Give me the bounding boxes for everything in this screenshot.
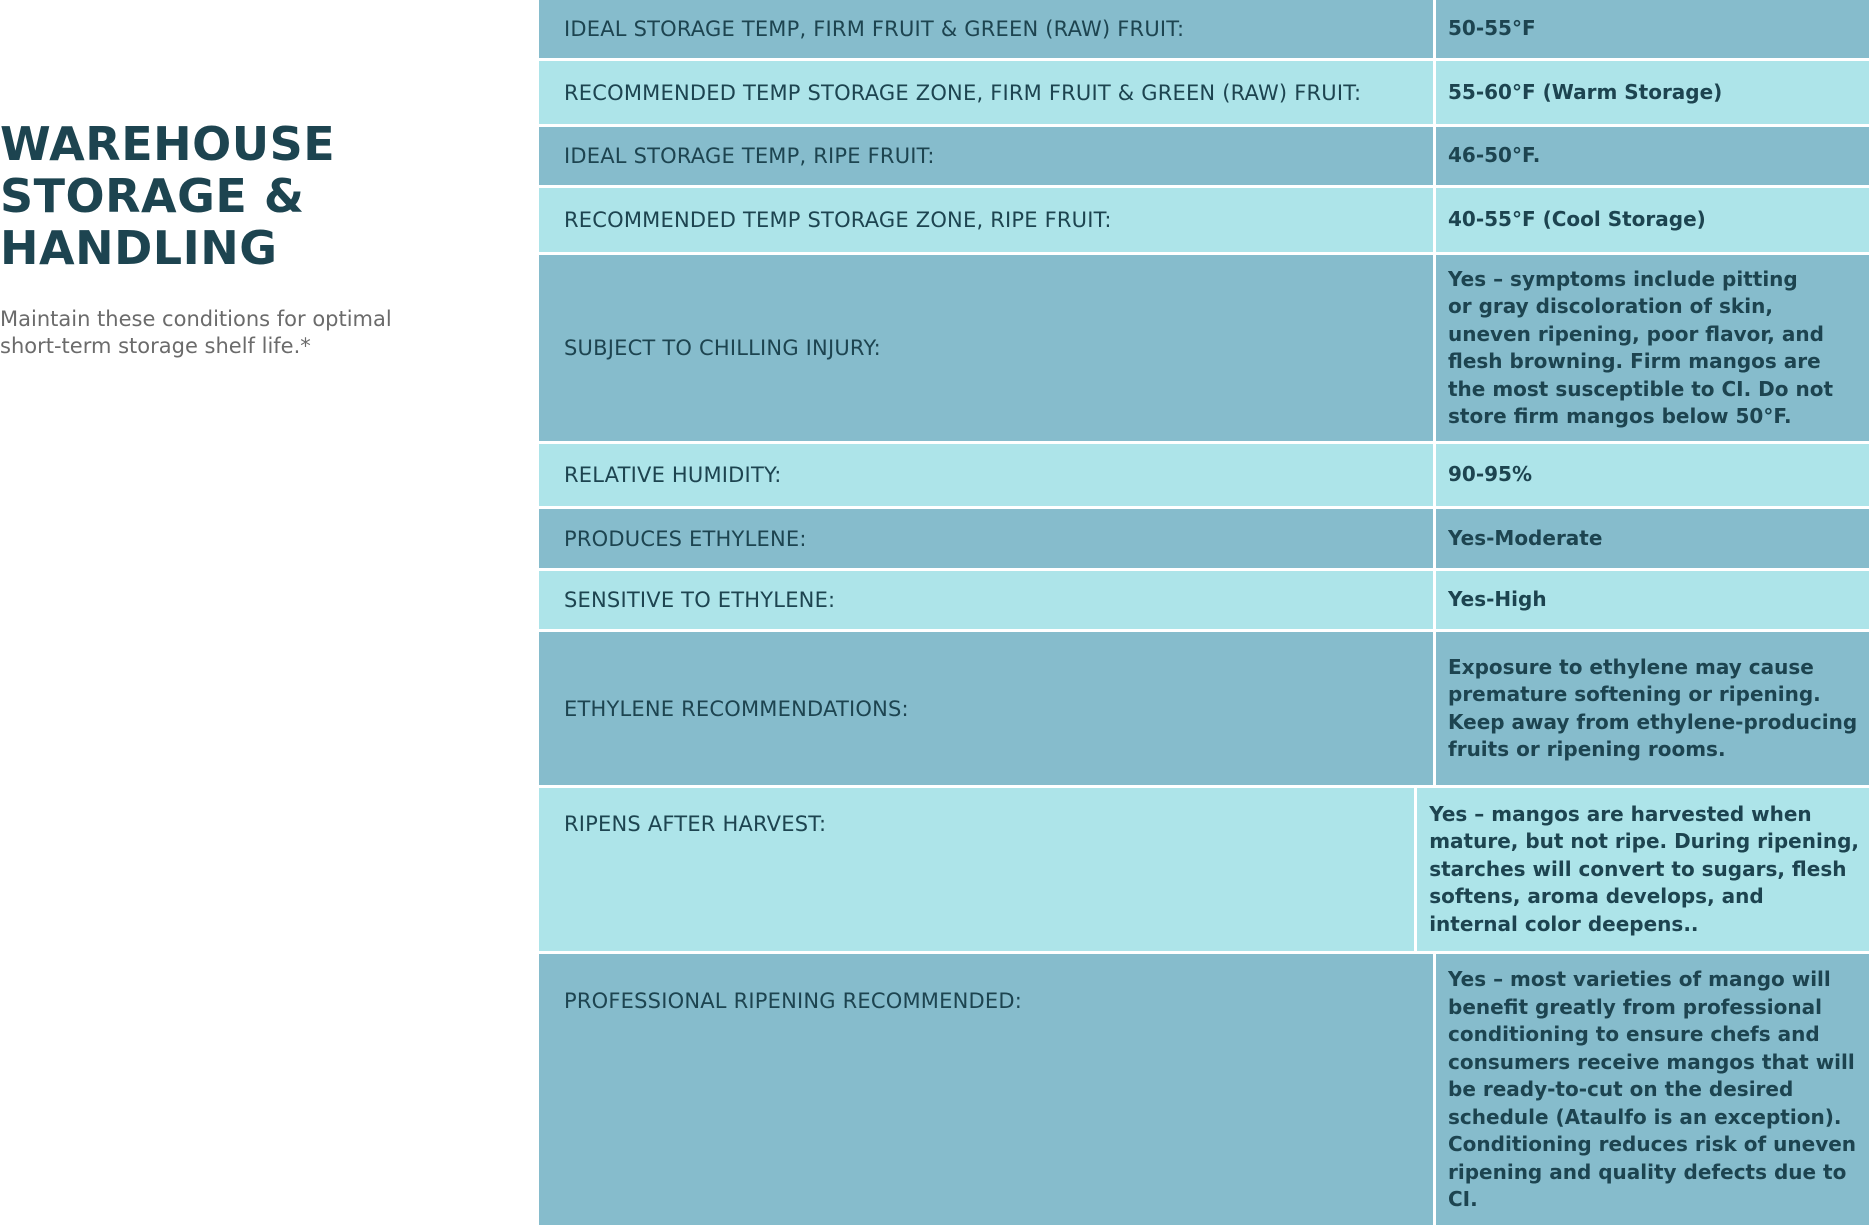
storage-table bbox=[539, 0, 1869, 1225]
row-label: SENSITIVE TO ETHYLENE: bbox=[539, 571, 1436, 629]
row-label: PRODUCES ETHYLENE: bbox=[539, 509, 1436, 568]
row-value-line: schedule (Ataulfo is an exception). bbox=[1448, 1104, 1842, 1129]
row-value-line: internal color deepens.. bbox=[1429, 911, 1699, 936]
row-value-line: 55-60°F (Warm Storage) bbox=[1448, 79, 1723, 104]
row-value bbox=[1436, 444, 1869, 506]
row-value-line: or gray discoloration of skin, bbox=[1448, 294, 1773, 318]
table-row bbox=[539, 788, 1869, 954]
row-value bbox=[1436, 954, 1869, 1225]
table-row bbox=[539, 444, 1869, 509]
row-value-line: 40-55°F (Cool Storage) bbox=[1448, 207, 1706, 232]
table-row bbox=[539, 255, 1869, 444]
row-value bbox=[1436, 255, 1869, 441]
row-label: RECOMMENDED TEMP STORAGE ZONE, RIPE FRUIT: bbox=[539, 188, 1436, 252]
intro-panel bbox=[0, 118, 470, 360]
row-label: IDEAL STORAGE TEMP, RIPE FRUIT: bbox=[539, 127, 1436, 185]
row-value-line: consumers receive mangos that will bbox=[1448, 1049, 1855, 1074]
row-value-line: Yes – mangos are harvested when bbox=[1429, 801, 1812, 826]
table-row bbox=[539, 509, 1869, 571]
row-value-line: uneven ripening, poor flavor, and bbox=[1448, 321, 1824, 346]
row-value-line: the most susceptible to CI. Do not bbox=[1448, 376, 1834, 401]
page-title-line: STORAGE & bbox=[0, 169, 305, 223]
row-value-line: benefit greatly from professional bbox=[1448, 994, 1822, 1019]
row-value-line: store firm mangos below 50°F. bbox=[1448, 404, 1792, 428]
row-label: PROFESSIONAL RIPENING RECOMMENDED: bbox=[539, 954, 1436, 1225]
table-row bbox=[539, 954, 1869, 1225]
row-value bbox=[1436, 571, 1869, 629]
row-value-line: fruits or ripening rooms. bbox=[1448, 737, 1726, 761]
table-row bbox=[539, 571, 1869, 632]
row-label: IDEAL STORAGE TEMP, FIRM FRUIT & GREEN (RAW) FRUIT: bbox=[539, 0, 1436, 58]
table-row bbox=[539, 632, 1869, 788]
table-row bbox=[539, 0, 1869, 61]
row-label: ETHYLENE RECOMMENDATIONS: bbox=[539, 632, 1436, 785]
row-value bbox=[1436, 188, 1869, 252]
row-value bbox=[1436, 509, 1869, 568]
row-value-line: conditioning to ensure chefs and bbox=[1448, 1022, 1820, 1046]
row-value bbox=[1436, 127, 1869, 185]
row-value-line: 50-55°F bbox=[1448, 16, 1536, 41]
page-title-line: WAREHOUSE bbox=[0, 117, 336, 171]
row-value-line: softens, aroma develops, and bbox=[1429, 884, 1764, 909]
row-value-line: starches will convert to sugars, flesh bbox=[1429, 856, 1847, 881]
row-label: SUBJECT TO CHILLING INJURY: bbox=[539, 255, 1436, 441]
page-title-line: HANDLING bbox=[0, 221, 278, 275]
row-value-line: Exposure to ethylene may cause bbox=[1448, 654, 1814, 679]
row-value-line: Yes – most varieties of mango will bbox=[1448, 967, 1831, 991]
row-value bbox=[1436, 632, 1869, 785]
row-value-line: 46-50°F. bbox=[1448, 143, 1541, 168]
row-value-line: CI. bbox=[1448, 1187, 1478, 1211]
page-subtitle bbox=[0, 306, 470, 360]
table-row bbox=[539, 188, 1869, 255]
table-row bbox=[539, 127, 1869, 188]
row-value-line: 90-95% bbox=[1448, 462, 1533, 487]
page-subtitle-line: short-term storage shelf life.* bbox=[0, 334, 311, 358]
row-label: RELATIVE HUMIDITY: bbox=[539, 444, 1436, 506]
row-value bbox=[1417, 788, 1869, 951]
row-value-line: mature, but not ripe. During ripening, bbox=[1429, 829, 1859, 854]
row-value-line: Yes – symptoms include pitting bbox=[1448, 266, 1798, 291]
row-value-line: be ready-to-cut on the desired bbox=[1448, 1077, 1794, 1101]
row-value bbox=[1436, 61, 1869, 124]
row-value-line: Yes-High bbox=[1448, 587, 1547, 612]
row-value-line: flesh browning. Firm mangos are bbox=[1448, 349, 1821, 373]
table-row bbox=[539, 61, 1869, 127]
page-subtitle-line: Maintain these conditions for optimal bbox=[0, 307, 392, 331]
row-label: RECOMMENDED TEMP STORAGE ZONE, FIRM FRUIT & GREEN (RAW) FRUIT: bbox=[539, 61, 1436, 124]
row-value-line: ripening and quality defects due to bbox=[1448, 1159, 1847, 1184]
row-value-line: premature softening or ripening. bbox=[1448, 682, 1821, 706]
row-value bbox=[1436, 0, 1869, 58]
page-title bbox=[0, 118, 470, 274]
row-value-line: Conditioning reduces risk of uneven bbox=[1448, 1132, 1857, 1156]
row-value-line: Keep away from ethylene-producing bbox=[1448, 709, 1858, 734]
row-value-line: Yes-Moderate bbox=[1448, 525, 1603, 550]
row-label: RIPENS AFTER HARVEST: bbox=[539, 788, 1417, 951]
